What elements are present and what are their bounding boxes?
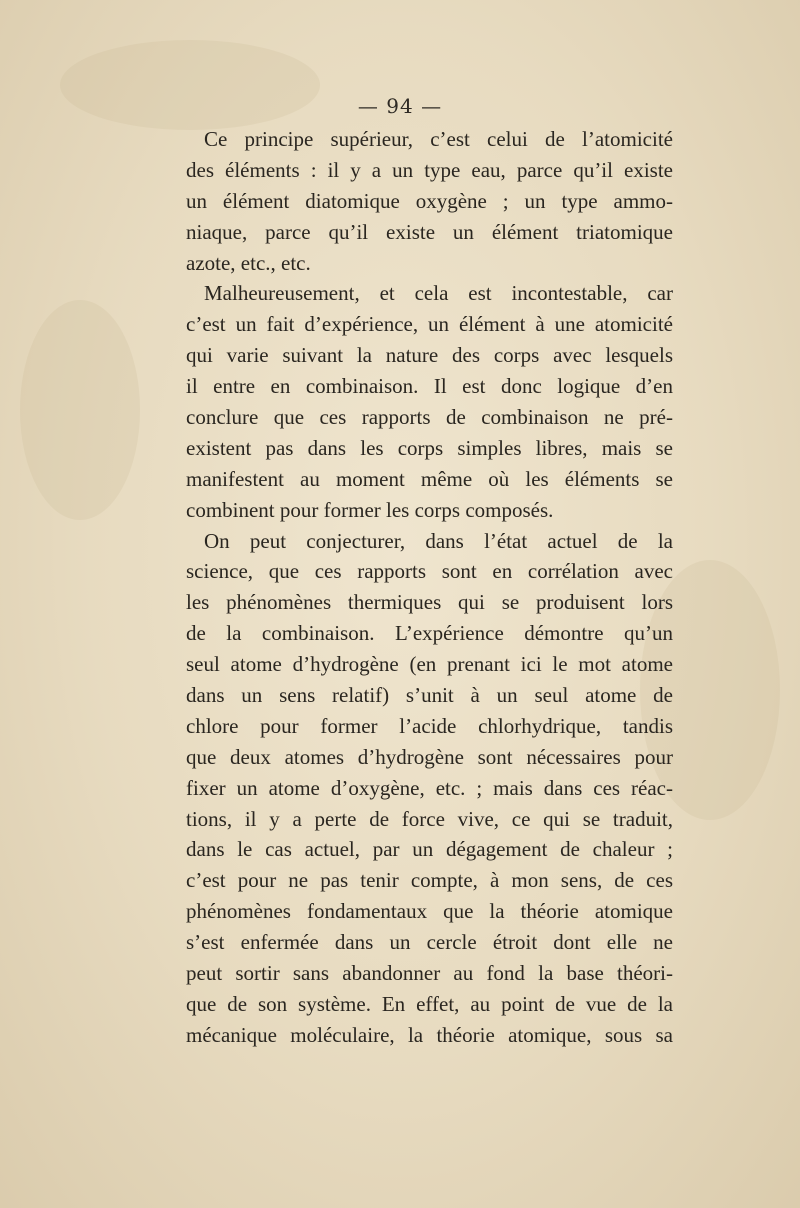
text-line: seul atome d’hydrogène (en prenant ici le mot atome [186,652,673,677]
text-line: On peut conjecturer, dans l’état actuel de la [204,528,673,553]
text-line: c’est pour ne pas tenir compte, à mon sens, de ces [186,868,673,893]
text-line: conclure que ces rapports de combinaison ne pré- [186,405,673,430]
text-line: s’est enfermée dans un cercle étroit dont elle ne [186,930,673,955]
text-line: phénomènes fondamentaux que la théorie atomique [186,899,673,924]
text-line: que deux atomes d’hydrogène sont nécessaires pour [186,744,673,769]
page-number: — 94 — [357,94,443,118]
text-line: dans le cas actuel, par un dégagement de chaleur ; [186,837,673,862]
text-line: niaque, parce qu’il existe un élément triatomique [186,219,673,244]
text-line: des éléments : il y a un type eau, parce qu’il existe [186,157,673,182]
body-text [186,124,673,1051]
text-line: que de son système. En effet, au point de vue de la [186,991,673,1016]
text-line: combinent pour former les corps composés. [186,497,554,522]
text-line: les phénomènes thermiques qui se produisent lors [186,590,673,615]
paper-stain [20,300,140,520]
text-line: science, que ces rapports sont en corrélation avec [186,559,673,584]
text-line: Ce principe supérieur, c’est celui de l’atomicité [204,127,673,151]
text-line: dans un sens relatif) s’unit à un seul atome de [186,683,673,708]
text-line: tions, il y a perte de force vive, ce qui se traduit, [186,806,673,831]
text-line: qui varie suivant la nature des corps avec lesquels [186,343,673,368]
text-line: existent pas dans les corps simples libres, mais se [186,435,673,460]
text-line: Malheureusement, et cela est incontestable, car [204,281,673,306]
text-line: chlore pour former l’acide chlorhydrique, tandis [186,713,673,738]
text-line: azote, etc., etc. [186,250,311,275]
text-line: fixer un atome d’oxygène, etc. ; mais dans ces réac- [186,775,673,800]
text-line: mécanique moléculaire, la théorie atomique, sous sa [186,1022,673,1047]
text-line: manifestent au moment même où les éléments se [186,466,673,491]
text-line: peut sortir sans abandonner au fond la base théori- [186,961,673,986]
text-line: il entre en combinaison. Il est donc logique d’en [186,374,673,399]
text-line: c’est un fait d’expérience, un élément à une atomicité [186,312,673,337]
text-line: de la combinaison. L’expérience démontre qu’un [186,621,673,646]
text-line: un élément diatomique oxygène ; un type ammo- [186,188,673,213]
